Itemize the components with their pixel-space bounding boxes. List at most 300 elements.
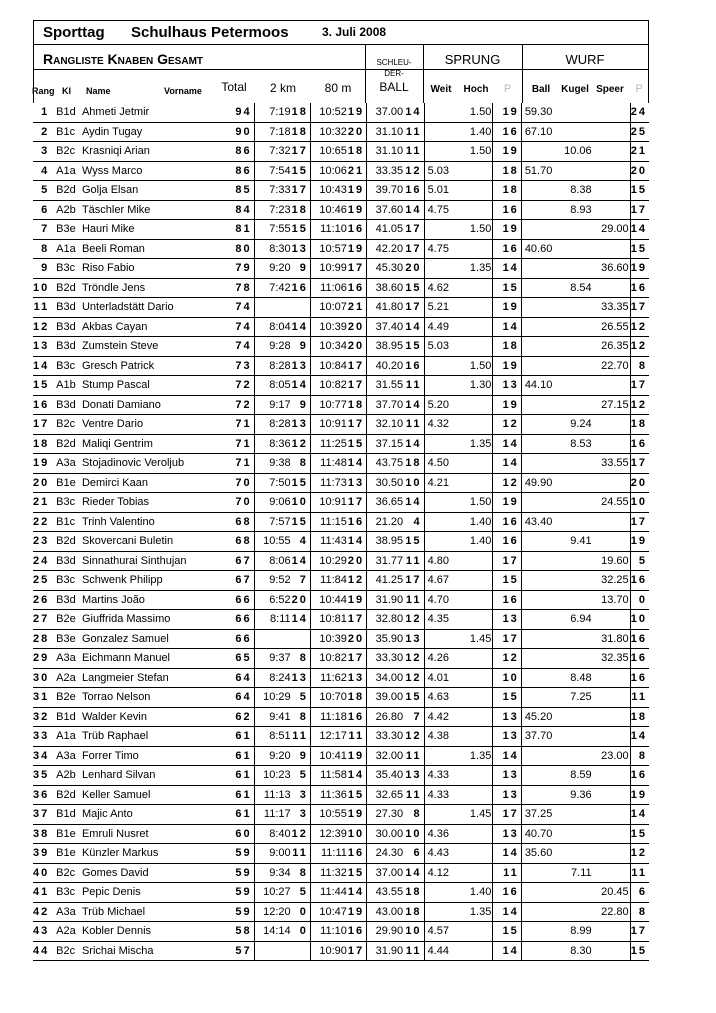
points-80m-cell: 15 <box>348 434 367 454</box>
speer-cell <box>593 278 631 298</box>
hoch-cell <box>459 551 492 571</box>
hoch-cell <box>459 415 492 435</box>
points-sprung-cell: 13 <box>493 707 521 727</box>
weit-cell: 4.42 <box>424 707 459 727</box>
time-2km-cell: 9:34 <box>254 863 292 883</box>
name-cell: Ventre Dario <box>79 415 217 435</box>
points-sprung-cell: 17 <box>493 629 521 649</box>
points-2km-cell: 11 <box>292 727 311 747</box>
rank-cell: 24 <box>33 551 53 571</box>
points-schleuderball-cell: 10 <box>404 922 424 942</box>
points-2km-cell: 13 <box>292 356 311 376</box>
points-sprung-cell: 13 <box>493 727 521 747</box>
points-wurf-cell: 12 <box>630 337 649 357</box>
speer-cell <box>593 532 631 552</box>
schleuderball-cell: 30.50 <box>367 473 405 493</box>
kugel-cell <box>559 571 593 591</box>
schleuderball-cell: 27.30 <box>367 805 405 825</box>
total-cell: 61 <box>217 785 254 805</box>
points-wurf-cell: 21 <box>630 142 649 162</box>
name-cell: Martins João <box>79 590 217 610</box>
points-2km-cell: 9 <box>292 395 311 415</box>
points-2km-cell: 14 <box>292 317 311 337</box>
time-80m-cell: 10:65 <box>310 142 348 162</box>
kugel-cell <box>559 395 593 415</box>
name-cell: Trüb Raphael <box>79 727 217 747</box>
kugel-cell: 8.48 <box>559 668 593 688</box>
table-row <box>33 668 649 688</box>
points-sprung-cell: 19 <box>493 298 521 318</box>
time-80m-cell: 10:39 <box>310 317 348 337</box>
points-2km-cell: 7 <box>292 571 311 591</box>
weit-cell <box>424 220 459 240</box>
time-2km-cell: 9:28 <box>254 337 292 357</box>
kugel-cell <box>559 512 593 532</box>
rank-cell: 1 <box>33 103 53 122</box>
schleuderball-cell: 32.65 <box>367 785 405 805</box>
speer-cell: 24.55 <box>593 493 631 513</box>
time-2km-cell: 8:40 <box>254 824 292 844</box>
points-schleuderball-cell: 10 <box>404 824 424 844</box>
ball-cell <box>521 688 559 708</box>
points-80m-cell: 17 <box>348 415 367 435</box>
table-row <box>33 512 649 532</box>
time-80m-cell: 10:32 <box>310 122 348 142</box>
class-cell: A1a <box>55 239 79 259</box>
points-80m-cell: 19 <box>348 200 367 220</box>
hoch-cell <box>459 610 492 630</box>
name-cell: Aydin Tugay <box>79 122 217 142</box>
schleuderball-cell: 39.70 <box>367 181 405 201</box>
rank-cell: 2 <box>33 122 53 142</box>
name-cell: Emruli Nusret <box>79 824 217 844</box>
weit-cell: 4.50 <box>424 454 459 474</box>
time-2km-cell: 10:23 <box>254 766 292 786</box>
time-2km-cell: 9:20 <box>254 259 292 279</box>
points-80m-cell: 17 <box>348 376 367 396</box>
schleuderball-cell: 38.95 <box>367 337 405 357</box>
kugel-cell <box>559 590 593 610</box>
table-row <box>33 532 649 552</box>
time-80m-cell: 11:10 <box>310 922 348 942</box>
class-cell: A1a <box>55 161 79 181</box>
schleuderball-cell: 30.00 <box>367 824 405 844</box>
class-cell: B1d <box>55 103 79 122</box>
total-cell: 72 <box>217 395 254 415</box>
schleuderball-cell: 32.10 <box>367 415 405 435</box>
ball-cell <box>521 902 559 922</box>
rank-cell: 30 <box>33 668 53 688</box>
points-schleuderball-cell: 12 <box>404 668 424 688</box>
name-cell: Donati Damiano <box>79 395 217 415</box>
ball-cell: 51.70 <box>521 161 559 181</box>
ball-cell <box>521 278 559 298</box>
kugel-cell: 8.30 <box>559 941 593 961</box>
weit-cell: 4.38 <box>424 727 459 747</box>
points-80m-cell: 20 <box>348 317 367 337</box>
name-cell: Sinnathurai Sinthujan <box>79 551 217 571</box>
points-wurf-cell: 12 <box>630 317 649 337</box>
hoch-cell: 1.35 <box>459 434 492 454</box>
points-wurf-cell: 18 <box>630 707 649 727</box>
rank-cell: 20 <box>33 473 53 493</box>
rank-cell: 18 <box>33 434 53 454</box>
schleuderball-cell: 31.90 <box>367 941 405 961</box>
points-wurf-cell: 15 <box>630 941 649 961</box>
class-cell: B3d <box>55 337 79 357</box>
points-wurf-cell: 24 <box>630 103 649 122</box>
weit-cell: 4.57 <box>424 922 459 942</box>
hoch-cell: 1.50 <box>459 493 492 513</box>
points-wurf-cell: 14 <box>630 805 649 825</box>
class-cell: B2d <box>55 785 79 805</box>
class-cell: A1b <box>55 376 79 396</box>
time-80m-cell: 10:55 <box>310 805 348 825</box>
points-2km-cell: 3 <box>292 785 311 805</box>
sprung-header: SPRUNG <box>444 52 501 67</box>
speer-cell: 36.60 <box>593 259 631 279</box>
kugel-cell: 8.38 <box>559 181 593 201</box>
hoch-cell <box>459 200 492 220</box>
points-80m-cell: 10 <box>348 824 367 844</box>
name-cell: Walder Kevin <box>79 707 217 727</box>
class-cell: B2d <box>55 278 79 298</box>
name-cell: Trinh Valentino <box>79 512 217 532</box>
time-2km-cell: 9:37 <box>254 649 292 669</box>
speer-cell <box>593 142 631 162</box>
speer-cell <box>593 239 631 259</box>
points-wurf-cell: 16 <box>630 766 649 786</box>
name-cell: Kobler Dennis <box>79 922 217 942</box>
rank-cell: 19 <box>33 454 53 474</box>
name-cell: Gomes David <box>79 863 217 883</box>
time-2km-cell: 6:52 <box>254 590 292 610</box>
speer-cell: 29.00 <box>593 220 631 240</box>
points-80m-cell: 20 <box>348 337 367 357</box>
speer-cell: 26.35 <box>593 337 631 357</box>
rank-cell: 25 <box>33 571 53 591</box>
total-cell: 71 <box>217 454 254 474</box>
time-80m-cell: 10:52 <box>310 103 348 122</box>
time-80m-cell: 11:10 <box>310 220 348 240</box>
name-cell: Stojadinovic Veroljub <box>79 454 217 474</box>
weit-cell: 4.49 <box>424 317 459 337</box>
table-row <box>33 746 649 766</box>
weit-cell: 4.01 <box>424 668 459 688</box>
points-wurf-cell: 11 <box>630 863 649 883</box>
hoch-cell <box>459 941 492 961</box>
class-cell: B3c <box>55 883 79 903</box>
points-wurf-cell: 10 <box>630 610 649 630</box>
points-2km-cell: 12 <box>292 824 311 844</box>
time-2km-cell: 8:28 <box>254 356 292 376</box>
points-wurf-cell: 15 <box>630 239 649 259</box>
rank-cell: 42 <box>33 902 53 922</box>
points-sprung-cell: 12 <box>493 415 521 435</box>
total-cell: 74 <box>217 298 254 318</box>
points-schleuderball-cell: 15 <box>404 532 424 552</box>
points-sprung-cell: 18 <box>493 337 521 357</box>
points-wurf-cell: 14 <box>630 727 649 747</box>
points-wurf-cell: 25 <box>630 122 649 142</box>
class-cell: A3a <box>55 902 79 922</box>
speer-cell <box>593 473 631 493</box>
schleuderball-cell: 33.30 <box>367 727 405 747</box>
time-2km-cell: 12:20 <box>254 902 292 922</box>
schleuderball-cell: 41.80 <box>367 298 405 318</box>
class-cell: B3d <box>55 317 79 337</box>
points-sprung-cell: 14 <box>493 746 521 766</box>
name-cell: Gonzalez Samuel <box>79 629 217 649</box>
name-cell: Künzler Markus <box>79 844 217 864</box>
kugel-cell <box>559 337 593 357</box>
time-80m-cell: 10:41 <box>310 746 348 766</box>
time-2km-cell: 7:23 <box>254 200 292 220</box>
table-row <box>33 629 649 649</box>
schleuderball-cell: 31.77 <box>367 551 405 571</box>
total-cell: 60 <box>217 824 254 844</box>
table-row <box>33 317 649 337</box>
points-2km-cell: 9 <box>292 337 311 357</box>
points-wurf-cell: 18 <box>630 415 649 435</box>
weit-cell: 4.62 <box>424 278 459 298</box>
points-2km-cell: 8 <box>292 707 311 727</box>
time-80m-cell: 10:82 <box>310 649 348 669</box>
weit-cell <box>424 532 459 552</box>
name-cell: Maliqi Gentrim <box>79 434 217 454</box>
sporttag-title: Sporttag <box>43 24 105 41</box>
time-2km-cell: 10:27 <box>254 883 292 903</box>
hoch-cell <box>459 688 492 708</box>
kugel-cell: 8.93 <box>559 200 593 220</box>
total-cell: 59 <box>217 883 254 903</box>
name-cell: Lenhard Silvan <box>79 766 217 786</box>
schleuder-label-1: SCHLEU- <box>376 58 412 67</box>
points-wurf-cell: 8 <box>630 902 649 922</box>
weit-cell: 4.33 <box>424 785 459 805</box>
speer-cell <box>593 434 631 454</box>
name-cell: Srichai Mischa <box>79 941 217 961</box>
points-sprung-cell: 16 <box>493 239 521 259</box>
schleuderball-cell: 33.35 <box>367 161 405 181</box>
weit-cell: 4.70 <box>424 590 459 610</box>
points-80m-cell: 16 <box>348 220 367 240</box>
name-cell: Tröndle Jens <box>79 278 217 298</box>
schleuderball-cell: 31.55 <box>367 376 405 396</box>
total-cell: 74 <box>217 317 254 337</box>
points-wurf-cell: 12 <box>630 395 649 415</box>
time-2km-cell: 9:41 <box>254 707 292 727</box>
kugel-cell: 8.59 <box>559 766 593 786</box>
points-2km-cell: 18 <box>292 103 311 122</box>
points-2km-cell <box>292 629 311 649</box>
kugel-cell <box>559 902 593 922</box>
points-sprung-cell: 12 <box>493 649 521 669</box>
class-cell: B3c <box>55 571 79 591</box>
kugel-cell: 7.25 <box>559 688 593 708</box>
time-80m-cell: 10:57 <box>310 239 348 259</box>
rank-cell: 7 <box>33 220 53 240</box>
weit-cell: 4.44 <box>424 941 459 961</box>
points-schleuderball-cell: 11 <box>404 551 424 571</box>
kugel-cell <box>559 473 593 493</box>
col-total: Total <box>221 80 247 94</box>
kugel-cell <box>559 356 593 376</box>
weit-cell: 4.80 <box>424 551 459 571</box>
weit-cell: 4.26 <box>424 649 459 669</box>
points-wurf-cell: 11 <box>630 688 649 708</box>
name-cell: Stump Pascal <box>79 376 217 396</box>
weit-cell: 5.20 <box>424 395 459 415</box>
points-2km-cell: 17 <box>292 181 311 201</box>
hoch-cell <box>459 473 492 493</box>
table-row <box>33 239 649 259</box>
points-schleuderball-cell: 11 <box>404 122 424 142</box>
rank-cell: 31 <box>33 688 53 708</box>
schleuderball-cell: 31.90 <box>367 590 405 610</box>
points-sprung-cell: 14 <box>493 941 521 961</box>
rank-cell: 35 <box>33 766 53 786</box>
name-cell: Majic Anto <box>79 805 217 825</box>
time-80m-cell: 11:62 <box>310 668 348 688</box>
name-cell: Eichmann Manuel <box>79 649 217 669</box>
total-cell: 66 <box>217 629 254 649</box>
name-cell: Wyss Marco <box>79 161 217 181</box>
rank-cell: 4 <box>33 161 53 181</box>
ball-cell <box>521 181 559 201</box>
points-2km-cell: 13 <box>292 415 311 435</box>
time-80m-cell: 11:36 <box>310 785 348 805</box>
points-2km-cell: 13 <box>292 668 311 688</box>
name-cell: Giuffrida Massimo <box>79 610 217 630</box>
class-cell: A2b <box>55 766 79 786</box>
points-wurf-cell: 14 <box>630 220 649 240</box>
points-sprung-cell: 16 <box>493 883 521 903</box>
rank-cell: 22 <box>33 512 53 532</box>
col-vorname: Vorname <box>164 86 202 96</box>
speer-cell <box>593 122 631 142</box>
points-sprung-cell: 17 <box>493 551 521 571</box>
kugel-cell <box>559 376 593 396</box>
weit-cell: 4.43 <box>424 844 459 864</box>
table-row <box>33 590 649 610</box>
points-sprung-cell: 19 <box>493 103 521 122</box>
time-80m-cell: 11:58 <box>310 766 348 786</box>
total-cell: 64 <box>217 668 254 688</box>
kugel-cell <box>559 727 593 747</box>
time-2km-cell: 8:06 <box>254 551 292 571</box>
points-sprung-cell: 10 <box>493 668 521 688</box>
kugel-cell <box>559 649 593 669</box>
points-80m-cell: 16 <box>348 512 367 532</box>
points-schleuderball-cell: 7 <box>404 707 424 727</box>
time-2km-cell: 7:33 <box>254 181 292 201</box>
speer-cell: 32.35 <box>593 649 631 669</box>
class-cell: B3e <box>55 629 79 649</box>
points-sprung-cell: 14 <box>493 317 521 337</box>
total-cell: 71 <box>217 434 254 454</box>
ball-cell <box>521 610 559 630</box>
rank-cell: 8 <box>33 239 53 259</box>
weit-cell <box>424 356 459 376</box>
rank-cell: 21 <box>33 493 53 513</box>
table-row <box>33 278 649 298</box>
time-80m-cell: 11:73 <box>310 473 348 493</box>
points-80m-cell: 16 <box>348 844 367 864</box>
rank-cell: 14 <box>33 356 53 376</box>
time-80m-cell: 11:48 <box>310 454 348 474</box>
total-cell: 70 <box>217 493 254 513</box>
time-2km-cell: 7:42 <box>254 278 292 298</box>
schleuderball-cell: 43.00 <box>367 902 405 922</box>
name-cell: Torrao Nelson <box>79 688 217 708</box>
points-schleuderball-cell: 14 <box>404 493 424 513</box>
time-2km-cell: 10:29 <box>254 688 292 708</box>
col-80m: 80 m <box>324 81 352 95</box>
kugel-cell <box>559 707 593 727</box>
table-row <box>33 161 649 181</box>
time-2km-cell: 9:06 <box>254 493 292 513</box>
points-sprung-cell: 14 <box>493 454 521 474</box>
name-cell: Gresch Patrick <box>79 356 217 376</box>
time-80m-cell: 10:06 <box>310 161 348 181</box>
rank-cell: 23 <box>33 532 53 552</box>
weit-cell: 4.75 <box>424 239 459 259</box>
points-80m-cell: 11 <box>348 727 367 747</box>
speer-cell <box>593 727 631 747</box>
table-row <box>33 922 649 942</box>
hoch-cell <box>459 317 492 337</box>
points-schleuderball-cell: 14 <box>404 317 424 337</box>
schleuderball-cell: 33.30 <box>367 649 405 669</box>
points-sprung-cell: 15 <box>493 571 521 591</box>
col-speer: Speer <box>596 84 624 95</box>
time-80m-cell: 10:91 <box>310 493 348 513</box>
points-80m-cell: 19 <box>348 181 367 201</box>
rank-cell: 17 <box>33 415 53 435</box>
points-wurf-cell: 16 <box>630 434 649 454</box>
kugel-cell: 9.41 <box>559 532 593 552</box>
col-p-sprung: P <box>503 83 512 95</box>
time-80m-cell: 10:91 <box>310 415 348 435</box>
points-80m-cell: 16 <box>348 707 367 727</box>
points-2km-cell: 11 <box>292 844 311 864</box>
rank-cell: 33 <box>33 727 53 747</box>
ball-cell <box>521 883 559 903</box>
hoch-cell: 1.40 <box>459 532 492 552</box>
points-sprung-cell: 16 <box>493 122 521 142</box>
ball-cell <box>521 571 559 591</box>
class-cell: A3a <box>55 746 79 766</box>
points-schleuderball-cell: 15 <box>404 688 424 708</box>
points-2km-cell: 14 <box>292 610 311 630</box>
hoch-cell <box>459 454 492 474</box>
class-cell: B2c <box>55 863 79 883</box>
points-schleuderball-cell: 12 <box>404 161 424 181</box>
hoch-cell: 1.30 <box>459 376 492 396</box>
table-row <box>33 863 649 883</box>
points-2km-cell <box>292 941 311 961</box>
schleuderball-cell: 37.60 <box>367 200 405 220</box>
schleuderball-cell: 38.60 <box>367 278 405 298</box>
kugel-cell: 9.36 <box>559 785 593 805</box>
points-sprung-cell: 14 <box>493 844 521 864</box>
points-2km-cell: 9 <box>292 746 311 766</box>
points-80m-cell: 17 <box>348 649 367 669</box>
weit-cell <box>424 902 459 922</box>
table-row <box>33 298 649 318</box>
points-wurf-cell: 17 <box>630 512 649 532</box>
